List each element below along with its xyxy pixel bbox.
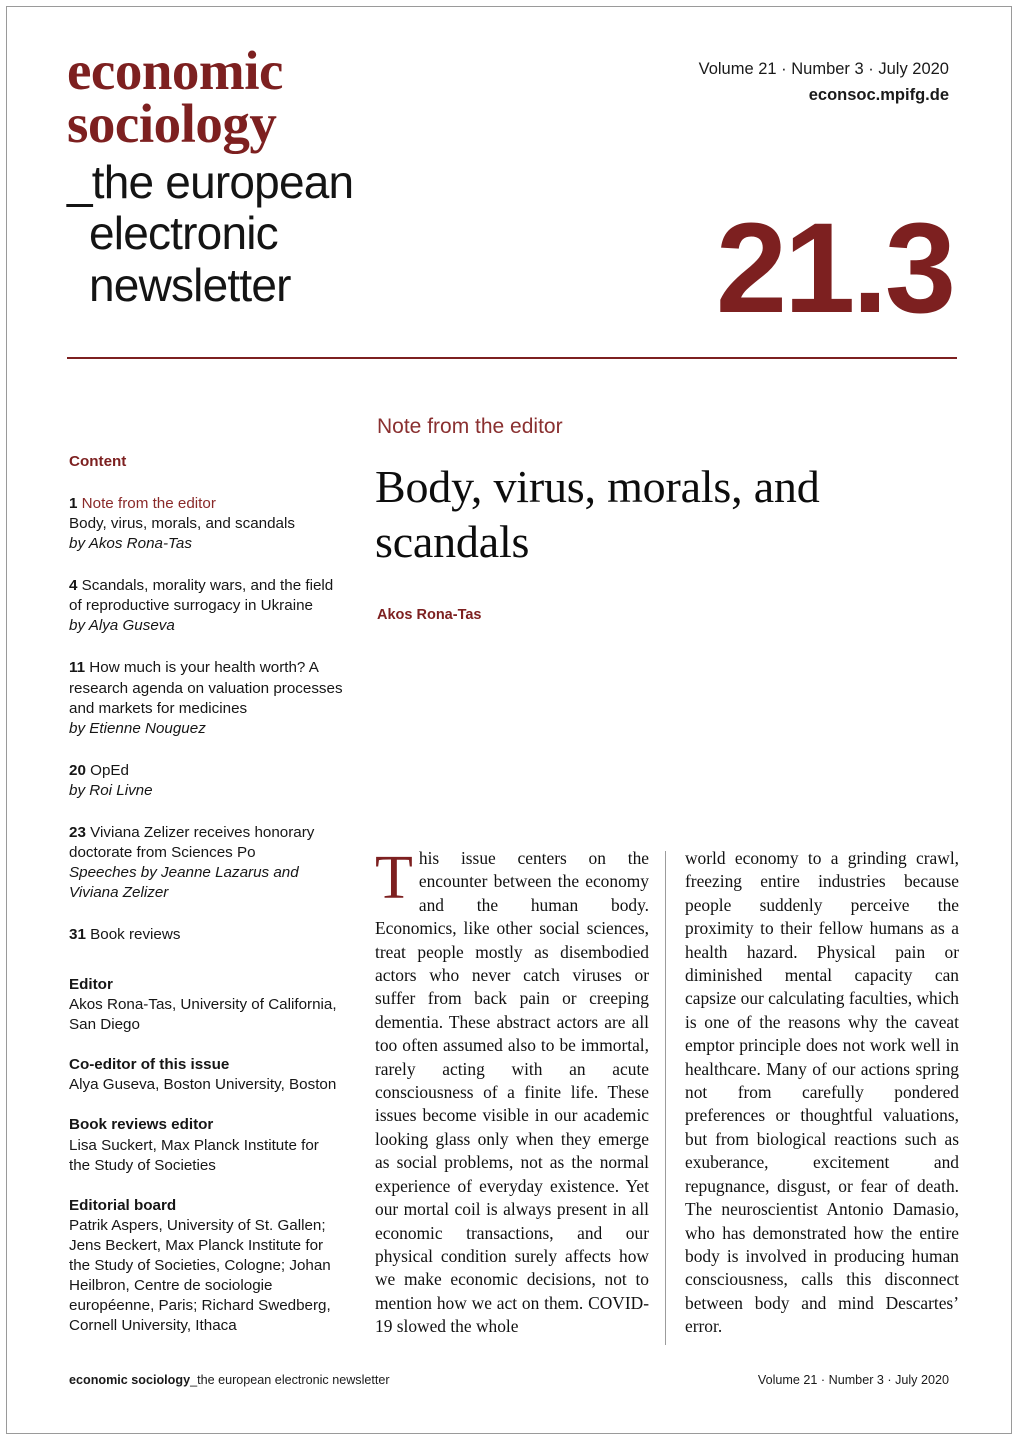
page-title: Body, virus, morals, and scandals: [375, 461, 820, 568]
article-column-left: [375, 844, 649, 1339]
column-divider: [665, 851, 666, 1345]
toc-title: Viviana Zelizer receives honorary doctorate from Sciences Po: [69, 823, 315, 861]
issue-website[interactable]: econsoc.mpifg.de: [808, 85, 949, 104]
content-heading: Content: [69, 453, 127, 470]
toc-entry[interactable]: [69, 925, 344, 945]
issue-info: [699, 57, 949, 108]
table-of-contents: [69, 494, 344, 945]
footer-left: [69, 1373, 390, 1387]
toc-byline: by Roi Livne: [69, 781, 153, 799]
toc-title: Scandals, morality wars, and the field of reproductive surrogacy in Ukraine: [69, 577, 334, 615]
toc-entry[interactable]: [69, 761, 344, 801]
toc-entry[interactable]: [69, 658, 344, 738]
toc-entry[interactable]: [69, 823, 344, 903]
page-footer: [69, 1373, 949, 1387]
drop-cap: T: [375, 844, 413, 912]
article-text-right: world economy to a grinding crawl, freezing entire industries because people suddenly perceive the proximity to their fellow humans as a health hazard. Physical pain or diminished mental capacity can capsize our calculating faculties, which is one of the reasons why the caveat emptor principle does not work well in healthcare. Many of our actions spring not from carefully pondered preferences or thoughtful valuations, but from biological reactions such as exuberance, excitement and repugnance, disgust, or fear of death. The neuroscientist Antonio Damasio, who has demonstrated how the entire body is involved in producing human consciousness, calls this disconnect between body and mind Descartes’ error.: [685, 848, 959, 1337]
toc-title: OpEd: [90, 761, 129, 779]
article-paragraph-left: [375, 844, 649, 1339]
credit-text: Alya Guseva, Boston University, Boston: [69, 1076, 337, 1094]
credit-block: [69, 1055, 344, 1095]
masthead-line-electronic: electronic: [89, 207, 278, 260]
masthead-line-economic: economic: [67, 40, 283, 101]
masthead-title-red: [67, 40, 397, 154]
article-kicker: Note from the editor: [377, 415, 563, 438]
credit-heading: Co-editor of this issue: [69, 1056, 230, 1074]
article-text-left: his issue centers on the encounter between the economy and the human body. Economics, like other social sciences, treat people mostly as disembodied actors who never catch viruses or suffer from back pain or creeping dementia. These abstract actors are all too often assumed also to be immortal, rarely acting with an acute consciousness of a finite life. These issues become visible in our academic looking glass only when they emerge as social problems, not as the normal experience of everyday existence. Yet our mortal coil is always present in all economic transactions, and our physical condition surely affects how we make economic decisions, not to mention how we act on them. COVID-19 slowed the whole: [375, 848, 649, 1337]
toc-page-number: 11: [69, 659, 90, 677]
article-body: [375, 844, 959, 1347]
footer-issue: Volume 21 · Number 3 · July 2020: [757, 1373, 949, 1387]
toc-subtitle: Body, virus, morals, and scandals: [69, 515, 295, 533]
credit-block: [69, 1196, 344, 1336]
issue-volume-line: Volume 21 · Number 3 · July 2020: [698, 60, 949, 78]
credit-heading: Editorial board: [69, 1196, 177, 1214]
toc-byline: by Etienne Nouguez: [69, 719, 206, 737]
credit-block: [69, 1115, 344, 1175]
masthead-line-sociology: sociology: [67, 92, 277, 154]
editorial-credits: [69, 975, 344, 1336]
toc-byline: Speeches by Jeanne Lazarus and Viviana Zelizer: [69, 863, 299, 901]
credit-text: Akos Rona-Tas, University of California, San Diego: [69, 996, 337, 1034]
masthead-line-european: _the european: [67, 155, 354, 208]
page-sheet: [6, 6, 1012, 1434]
article-column-right: [685, 847, 959, 1339]
masthead-rule: [67, 357, 957, 359]
footer-brand-rest: _the european electronic newsletter: [190, 1373, 390, 1387]
toc-page-number: 20: [69, 761, 91, 779]
credit-text: Lisa Suckert, Max Planck Institute for the Study of Societies: [69, 1136, 319, 1174]
credit-block: [69, 975, 344, 1035]
toc-entry[interactable]: [69, 494, 344, 554]
article-author: Akos Rona-Tas: [377, 607, 482, 623]
sidebar: [69, 452, 344, 1356]
masthead-logo: [67, 40, 397, 311]
toc-byline: by Akos Rona-Tas: [69, 535, 192, 553]
credit-text: Patrik Aspers, University of St. Gallen; Jens Beckert, Max Planck Institute for the Study of Societies, Cologne; Johan Heilbron, Centre de sociologie européenne, Paris; Richard Swedberg, Cornell University, Ithaca: [69, 1216, 331, 1334]
toc-page-number: 4: [69, 577, 82, 595]
toc-title: How much is your health worth? A research agenda on valuation processes and markets for medicines: [69, 659, 343, 717]
masthead-line-newsletter: newsletter: [89, 258, 291, 311]
toc-entry[interactable]: [69, 576, 344, 636]
toc-page-number: 23: [69, 823, 91, 841]
credit-heading: Editor: [69, 976, 113, 994]
issue-number-large: 21.3: [715, 197, 953, 340]
toc-page-number: 1: [69, 495, 82, 513]
footer-brand: economic sociology: [69, 1373, 191, 1387]
toc-title: Book reviews: [90, 926, 181, 944]
toc-byline: by Alya Guseva: [69, 617, 175, 635]
article-paragraph-right: [685, 847, 959, 1339]
toc-page-number: 31: [69, 926, 91, 944]
toc-title: Note from the editor: [81, 495, 216, 513]
credit-heading: Book reviews editor: [69, 1116, 214, 1134]
masthead-subtitle: [67, 157, 397, 312]
